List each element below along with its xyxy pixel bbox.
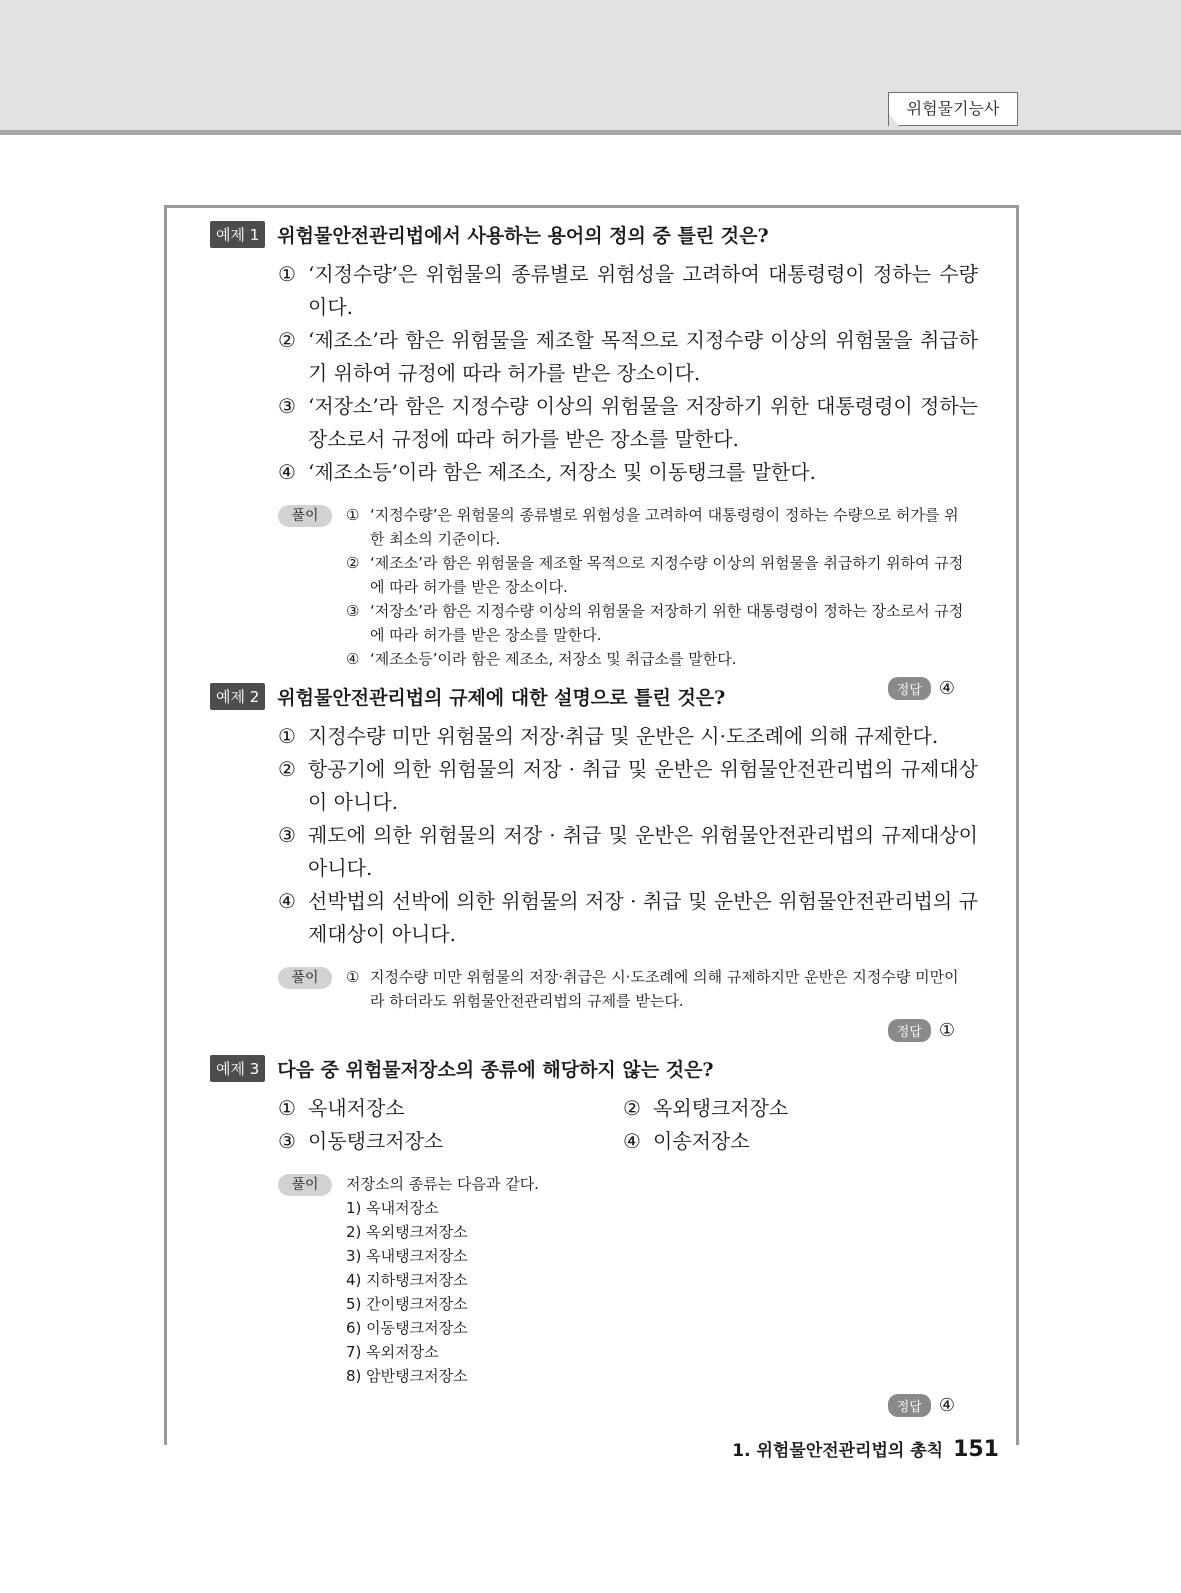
option-number: ② xyxy=(278,757,296,781)
question-text: 위험물안전관리법의 규제에 대한 설명으로 틀린 것은? xyxy=(277,686,726,709)
option-4 xyxy=(623,1125,968,1158)
option-number: ③ xyxy=(278,823,296,847)
header-divider xyxy=(0,130,1181,135)
option-text: 항공기에 의한 위험물의 저장 · 취급 및 운반은 위험물안전관리법의 규제대상이 아니다. xyxy=(308,757,978,814)
storage-type-item: 6) 이동탱크저장소 xyxy=(346,1319,468,1337)
solution-number: ① xyxy=(346,506,360,524)
solution-badge: 풀이 xyxy=(278,505,332,527)
page-footer xyxy=(732,1436,999,1462)
question-line xyxy=(210,218,985,250)
option-2 xyxy=(278,753,978,819)
solution-intro: 저장소의 종류는 다음과 같다. xyxy=(346,1175,539,1193)
question-line xyxy=(210,1052,985,1084)
solution-block xyxy=(278,503,968,671)
option-number: ④ xyxy=(278,889,296,913)
option-number: ③ xyxy=(278,1129,296,1153)
storage-type-item: 7) 옥외저장소 xyxy=(346,1343,439,1361)
tab-notch xyxy=(889,114,899,126)
solution-item xyxy=(346,551,968,599)
solution-text: ‘저장소’라 함은 지정수량 이상의 위험물을 저장하기 위한 대통령령이 정하는 장소로서 규정에 따라 허가를 받은 장소를 말한다. xyxy=(370,602,964,644)
option-text: ‘지정수량’은 위험물의 종류별로 위험성을 고려하여 대통령령이 정하는 수량이다. xyxy=(308,262,978,319)
example-2 xyxy=(210,677,985,1043)
solution-badge: 풀이 xyxy=(278,1174,332,1196)
option-number: ① xyxy=(278,262,296,286)
solution-block xyxy=(278,965,968,1013)
solution-text: 지정수량 미만 위험물의 저장·취급은 시·도조례에 의해 규제하지만 운반은 지정수량 미만이라 하더라도 위험물안전관리법의 규제를 받는다. xyxy=(370,968,959,1010)
option-3 xyxy=(278,1125,623,1158)
solution-item xyxy=(346,647,968,671)
answer-value: ④ xyxy=(938,677,955,699)
option-number: ④ xyxy=(623,1129,641,1153)
solution-number: ① xyxy=(346,968,360,986)
solution-number: ② xyxy=(346,554,360,572)
option-text: ‘제조소등’이라 함은 제조소, 저장소 및 이동탱크를 말한다. xyxy=(308,460,816,484)
answer-badge: 정답 xyxy=(888,1394,931,1417)
solution-number: ④ xyxy=(346,650,360,668)
example-3 xyxy=(210,1052,985,1418)
solution-body xyxy=(346,503,968,671)
storage-type-item: 4) 지하탱크저장소 xyxy=(346,1271,468,1289)
solution-badge: 풀이 xyxy=(278,967,332,989)
question-line xyxy=(210,677,985,712)
solution-body xyxy=(346,1172,968,1388)
option-text: 옥내저장소 xyxy=(308,1096,405,1120)
option-4 xyxy=(278,885,978,951)
question-text: 위험물안전관리법에서 사용하는 용어의 정의 중 틀린 것은? xyxy=(277,224,769,247)
storage-type-item: 5) 간이탱크저장소 xyxy=(346,1295,468,1313)
solution-item xyxy=(346,503,968,551)
storage-type-item: 3) 옥내탱크저장소 xyxy=(346,1247,468,1265)
solution-body xyxy=(346,965,968,1013)
options-grid xyxy=(278,1092,978,1158)
option-text: 선박법의 선박에 의한 위험물의 저장 · 취급 및 운반은 위험물안전관리법의 규제대상이 아니다. xyxy=(308,889,978,946)
option-text: 이송저장소 xyxy=(653,1129,750,1153)
example-badge: 예제 3 xyxy=(210,1055,265,1082)
storage-type-item: 1) 옥내저장소 xyxy=(346,1199,439,1217)
option-text: 지정수량 미만 위험물의 저장·취급 및 운반은 시·도조례에 의해 규제한다. xyxy=(308,724,939,748)
option-3 xyxy=(278,819,978,885)
solution-text: ‘지정수량’은 위험물의 종류별로 위험성을 고려하여 대통령령이 정하는 수량으로 허가를 위한 최소의 기준이다. xyxy=(370,506,959,548)
option-text: 옥외탱크저장소 xyxy=(653,1096,789,1120)
answer-badge: 정답 xyxy=(888,677,931,700)
page-number: 151 xyxy=(953,1437,999,1462)
option-2 xyxy=(278,324,978,390)
answer-value: ④ xyxy=(938,1394,955,1416)
solution-number: ③ xyxy=(346,602,360,620)
solution-text: ‘제조소등’이라 함은 제조소, 저장소 및 취급소를 말한다. xyxy=(370,650,737,668)
option-number: ② xyxy=(278,328,296,352)
answer-value: ① xyxy=(938,1019,955,1041)
option-number: ① xyxy=(278,1096,296,1120)
options-list xyxy=(278,258,978,489)
option-2 xyxy=(623,1092,968,1125)
solution-text: ‘제조소’라 함은 위험물을 제조할 목적으로 지정수량 이상의 위험물을 취급하기 위하여 규정에 따라 허가를 받은 장소이다. xyxy=(370,554,964,596)
option-3 xyxy=(278,390,978,456)
example-badge: 예제 2 xyxy=(210,683,265,710)
option-number: ③ xyxy=(278,394,296,418)
option-4 xyxy=(278,456,978,489)
question-text: 다음 중 위험물저장소의 종류에 해당하지 않는 것은? xyxy=(277,1058,714,1081)
option-number: ④ xyxy=(278,460,296,484)
solution-block xyxy=(278,1172,968,1388)
storage-type-item: 2) 옥외탱크저장소 xyxy=(346,1223,468,1241)
answer-line xyxy=(210,1017,955,1043)
option-1 xyxy=(278,720,978,753)
option-text: 이동탱크저장소 xyxy=(308,1129,444,1153)
option-1 xyxy=(278,1092,623,1125)
option-number: ② xyxy=(623,1096,641,1120)
storage-type-item: 8) 암반탱크저장소 xyxy=(346,1367,468,1385)
answer-line xyxy=(210,1392,955,1418)
solution-item xyxy=(346,599,968,647)
option-text: ‘제조소’라 함은 위험물을 제조할 목적으로 지정수량 이상의 위험물을 취급하기 위하여 규정에 따라 허가를 받은 장소이다. xyxy=(308,328,978,385)
option-text: 궤도에 의한 위험물의 저장 · 취급 및 운반은 위험물안전관리법의 규제대상이 아니다. xyxy=(308,823,978,880)
option-number: ① xyxy=(278,724,296,748)
options-list xyxy=(278,720,978,951)
solution-item xyxy=(346,965,968,1013)
answer-badge: 정답 xyxy=(888,1019,931,1042)
example-1 xyxy=(210,218,985,701)
option-text: ‘저장소’라 함은 지정수량 이상의 위험물을 저장하기 위한 대통령령이 정하는 장소로서 규정에 따라 허가를 받은 장소를 말한다. xyxy=(308,394,978,451)
chapter-title: 1. 위험물안전관리법의 총칙 xyxy=(732,1441,944,1461)
example-badge: 예제 1 xyxy=(210,221,265,248)
book-title-tab: 위험물기능사 xyxy=(888,92,1018,126)
option-1 xyxy=(278,258,978,324)
